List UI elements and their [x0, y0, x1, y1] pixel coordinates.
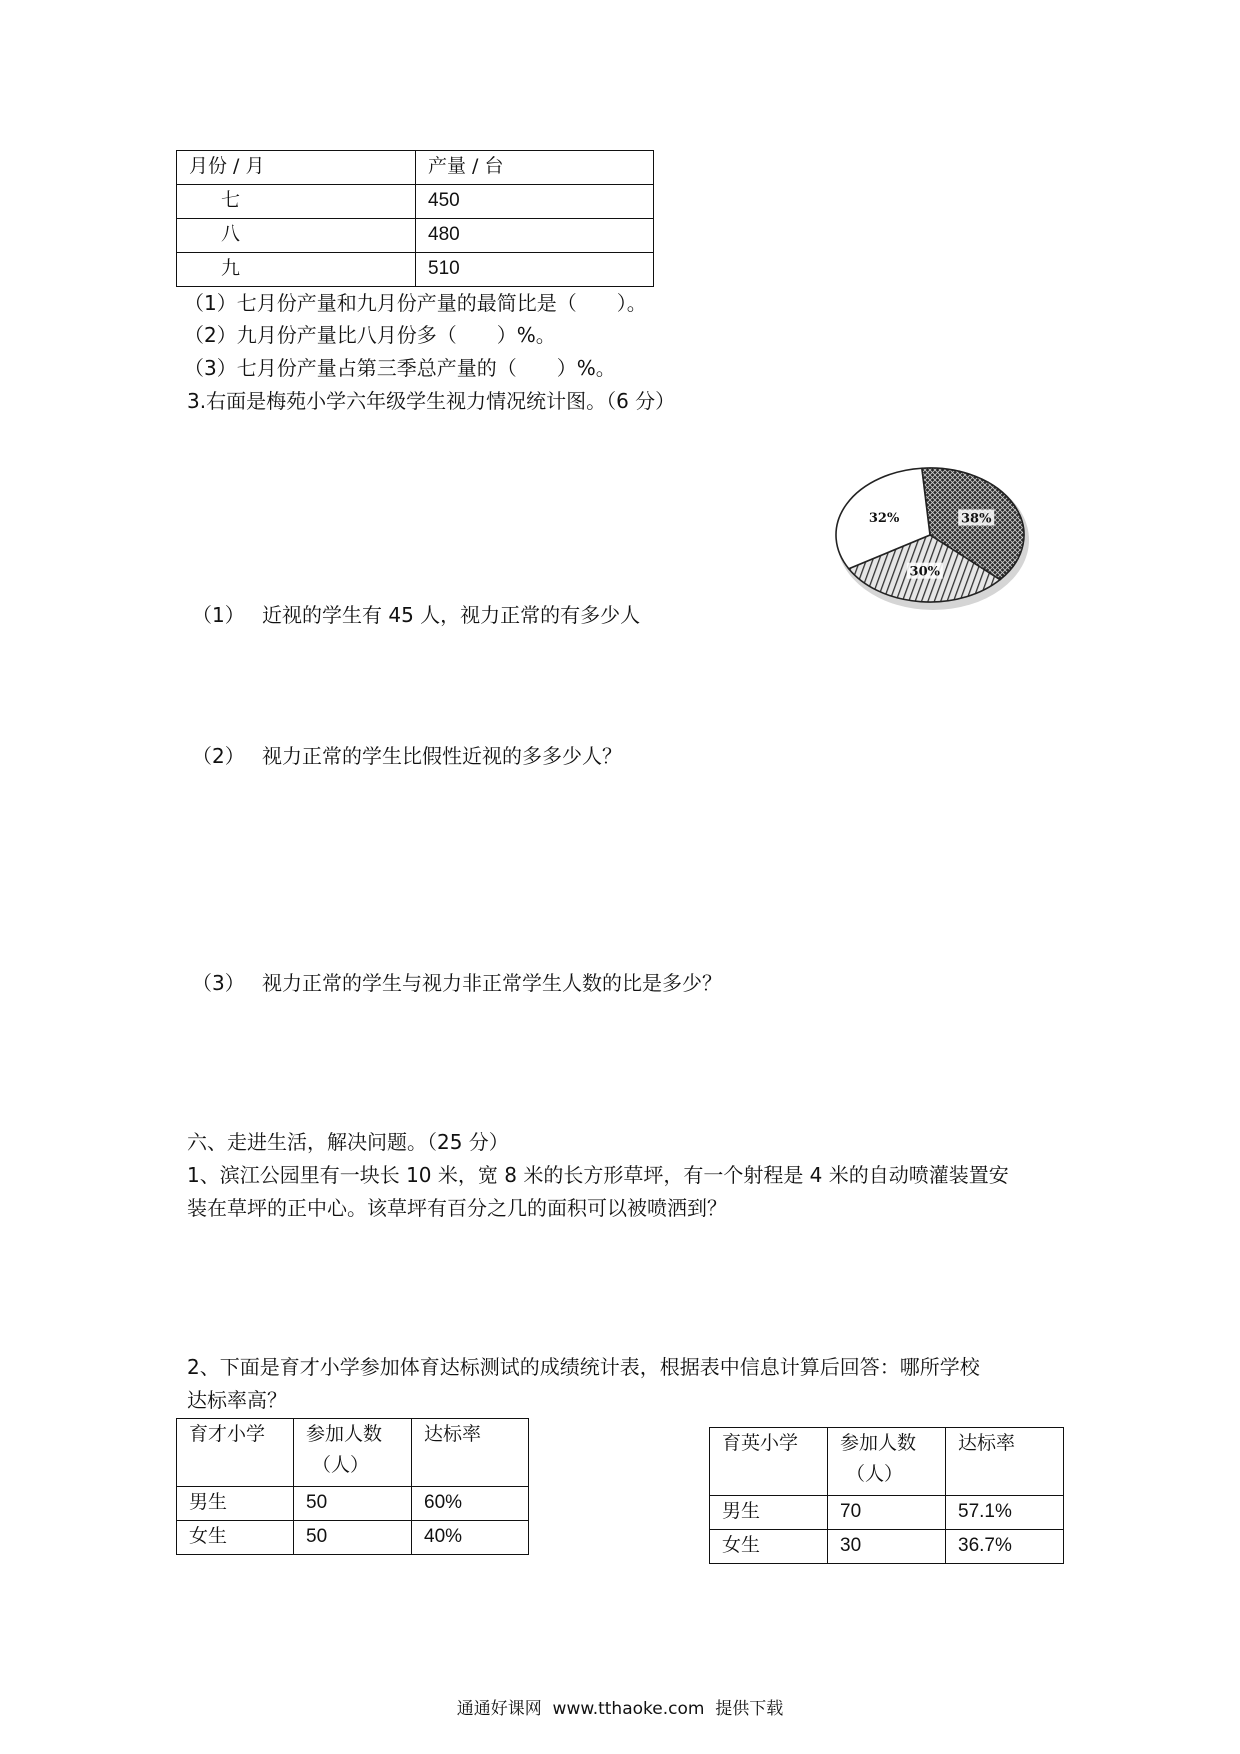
subquestion: （2）九月份产量比八月份多（ ）%。 — [184, 323, 556, 347]
table-header: 参加人数 （人） — [828, 1428, 946, 1496]
question-line: 装在草坪的正中心。该草坪有百分之几的面积可以被喷洒到？ — [187, 1196, 727, 1220]
table-cell: 七 — [177, 185, 416, 219]
subquestion-number: （3） — [192, 971, 245, 995]
subquestion: （1）七月份产量和九月份产量的最简比是（ ）。 — [184, 291, 647, 315]
table-cell: 450 — [416, 185, 654, 219]
table-cell: 50 — [294, 1521, 412, 1555]
subquestion: 视力正常的学生比假性近视的多多少人？ — [262, 744, 622, 768]
question-line: 2、下面是育才小学参加体育达标测试的成绩统计表，根据表中信息计算后回答：哪所学校 — [187, 1355, 980, 1379]
production-table — [176, 150, 654, 287]
table-header: 产量 / 台 — [416, 151, 654, 185]
subquestion: 近视的学生有 45 人，视力正常的有多少人 — [262, 603, 641, 627]
yucai-table — [176, 1418, 529, 1555]
pie-label: 30% — [909, 564, 941, 580]
table-header: 育才小学 — [177, 1419, 294, 1487]
question-title: 3.右面是梅苑小学六年级学生视力情况统计图。（6 分） — [187, 389, 676, 413]
pie-label: 32% — [868, 511, 900, 527]
table-cell: 男生 — [177, 1487, 294, 1521]
table-cell: 30 — [828, 1530, 946, 1564]
table-cell: 八 — [177, 219, 416, 253]
vision-pie-chart — [830, 465, 1040, 625]
table-header: 月份 / 月 — [177, 151, 416, 185]
table-cell: 男生 — [710, 1496, 828, 1530]
pie-label: 38% — [961, 511, 992, 527]
subquestion-number: （2） — [192, 744, 245, 768]
question-line: 1、滨江公园里有一块长 10 米，宽 8 米的长方形草坪，有一个射程是 4 米的自动喷灌装置安 — [187, 1163, 1009, 1187]
section-title: 六、走进生活，解决问题。（25 分） — [187, 1130, 509, 1154]
table-cell: 480 — [416, 219, 654, 253]
table-cell: 60% — [412, 1487, 529, 1521]
subquestion-number: （1） — [192, 603, 245, 627]
page-footer: 通通好课网 www.tthaoke.com 提供下载 — [456, 1699, 784, 1719]
table-cell: 九 — [177, 253, 416, 287]
yuying-table — [709, 1427, 1064, 1564]
table-cell: 50 — [294, 1487, 412, 1521]
table-cell: 女生 — [710, 1530, 828, 1564]
table-cell: 女生 — [177, 1521, 294, 1555]
subquestion: 视力正常的学生与视力非正常学生人数的比是多少？ — [262, 971, 722, 995]
table-cell: 510 — [416, 253, 654, 287]
table-cell: 36.7% — [946, 1530, 1064, 1564]
table-cell: 40% — [412, 1521, 529, 1555]
table-header: 达标率 — [412, 1419, 529, 1487]
table-header: 参加人数 （人） — [294, 1419, 412, 1487]
subquestion: （3）七月份产量占第三季总产量的（ ）%。 — [184, 356, 616, 380]
table-header: 育英小学 — [710, 1428, 828, 1496]
table-cell: 70 — [828, 1496, 946, 1530]
table-cell: 57.1% — [946, 1496, 1064, 1530]
table-header: 达标率 — [946, 1428, 1064, 1496]
question-line: 达标率高？ — [187, 1388, 287, 1412]
